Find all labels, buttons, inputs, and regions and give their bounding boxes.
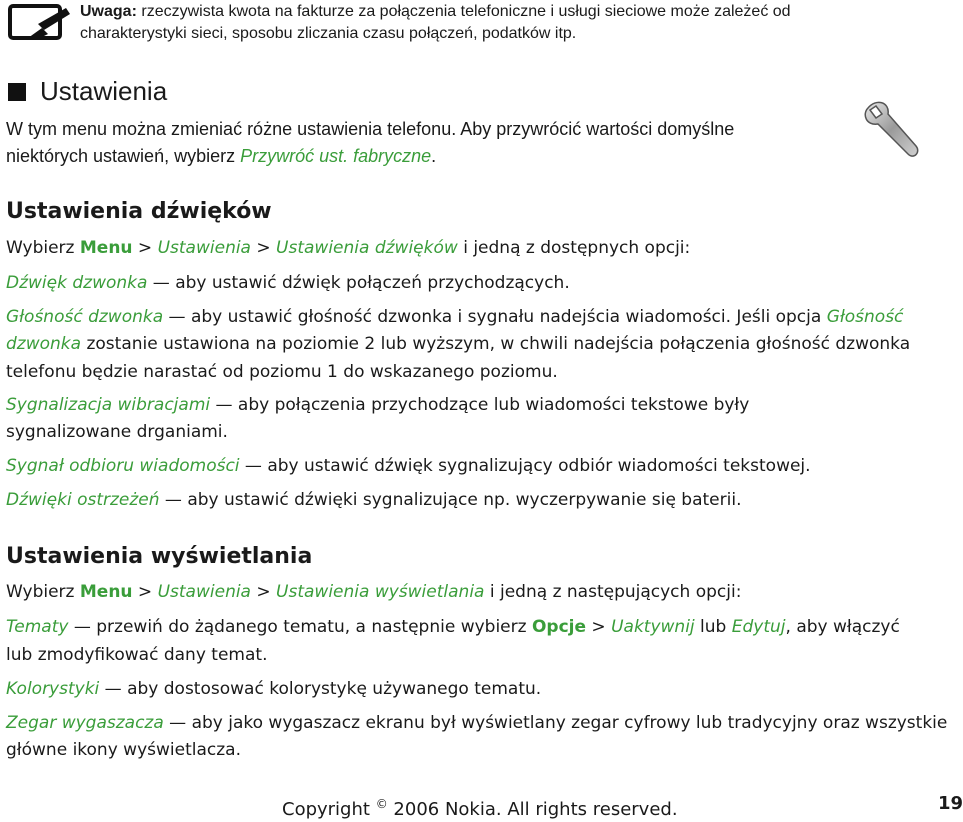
colors-term: Kolorystyki xyxy=(6,679,100,699)
menu-label: Menu xyxy=(79,582,133,602)
note-label: Uwaga: xyxy=(80,3,137,20)
themes-item-line-1 xyxy=(6,616,900,638)
note-text-1: rzeczywista kwota na fakturze za połączenia telefoniczne i usługi sieciowe może zależeć od xyxy=(141,3,791,20)
display-settings-label: Ustawienia wyświetlania xyxy=(276,582,485,602)
warning-tones-term: Dźwięki ostrzeżeń xyxy=(6,490,160,510)
or-text: lub xyxy=(694,617,732,637)
path-text: Wybierz xyxy=(6,582,80,602)
section-intro-line-2 xyxy=(6,145,436,167)
wrench-icon xyxy=(858,96,928,166)
black-square-icon xyxy=(8,83,26,101)
settings-label: Ustawienia xyxy=(157,582,251,602)
path-sep: > xyxy=(250,582,277,602)
edit-label: Edytuj xyxy=(731,617,786,637)
ringtone-item xyxy=(6,272,570,294)
copyright-symbol: © xyxy=(375,797,388,811)
page-number: 19 xyxy=(938,793,963,814)
clock-desc: — aby jako wygaszacz ekranu był wyświetlany zegar cyfrowy lub tradycyjny oraz wszystkie xyxy=(163,713,948,733)
themes-item-line-2: lub zmodyfikować dany temat. xyxy=(6,645,268,665)
msg-tone-item xyxy=(6,455,811,477)
vibra-term: Sygnalizacja wibracjami xyxy=(6,395,211,415)
clock-item-line-2: główne ikony wyświetlacza. xyxy=(6,740,241,760)
volume-term: Głośność dzwonka xyxy=(6,307,164,327)
path-sep: > xyxy=(132,238,158,258)
volume-item-line-3: telefonu będzie narastać od poziomu 1 do wskazanego poziomu. xyxy=(6,362,558,382)
themes-desc: , aby włączyć xyxy=(785,617,900,637)
section-title: Ustawienia xyxy=(40,76,168,106)
display-path xyxy=(6,581,741,603)
copyright-text: 2006 Nokia. All rights reserved. xyxy=(387,799,678,820)
clock-term: Zegar wygaszacza xyxy=(6,713,164,733)
note-hand-icon xyxy=(8,2,72,42)
settings-label: Ustawienia xyxy=(157,238,251,258)
sound-settings-heading: Ustawienia dźwięków xyxy=(6,199,272,224)
path-sep: > xyxy=(250,238,277,258)
path-text: Wybierz xyxy=(6,238,80,258)
volume-item-line-1 xyxy=(6,306,903,328)
clock-item-line-1 xyxy=(6,712,947,734)
menu-label: Menu xyxy=(79,238,133,258)
path-text: i jedną z następujących opcji: xyxy=(484,582,742,602)
volume-desc: — aby ustawić głośność dzwonka i sygnału nadejścia wiadomości. Jeśli opcja xyxy=(163,307,827,327)
intro-period: . xyxy=(431,146,437,166)
ringtone-desc: — aby ustawić dźwięk połączeń przychodzących. xyxy=(147,273,570,293)
colors-desc: — aby dostosować kolorystykę używanego tematu. xyxy=(99,679,542,699)
volume-desc: zostanie ustawiona na poziomie 2 lub wyższym, w chwili nadejścia połączenia głośność dzwonka xyxy=(81,334,911,354)
themes-desc: — przewiń do żądanego tematu, a następnie wybierz xyxy=(68,617,532,637)
sound-settings-label: Ustawienia dźwięków xyxy=(276,238,458,258)
vibra-desc: — aby połączenia przychodzące lub wiadomości tekstowe były xyxy=(210,395,750,415)
note-line-1 xyxy=(80,2,791,22)
ringtone-term: Dźwięk dzwonka xyxy=(6,273,148,293)
msg-tone-desc: — aby ustawić dźwięk sygnalizujący odbiór wiadomości tekstowej. xyxy=(239,456,811,476)
copyright-text: Copyright xyxy=(282,799,376,820)
warning-tones-desc: — aby ustawić dźwięki sygnalizujące np. wyczerpywanie się baterii. xyxy=(159,490,742,510)
volume-term-ref: dzwonka xyxy=(6,334,82,354)
footer-copyright xyxy=(282,792,678,822)
path-text: i jedną z dostępnych opcji: xyxy=(457,238,691,258)
path-sep: > xyxy=(586,617,612,637)
msg-tone-term: Sygnał odbioru wiadomości xyxy=(6,456,240,476)
volume-item-line-2 xyxy=(6,333,910,355)
note-line-2: charakterystyki sieci, sposobu zliczania czasu połączeń, podatków itp. xyxy=(80,25,577,42)
reset-defaults-link: Przywróć ust. fabryczne xyxy=(240,146,432,166)
vibra-item-line-1 xyxy=(6,394,749,416)
themes-term: Tematy xyxy=(6,617,69,637)
display-settings-heading: Ustawienia wyświetlania xyxy=(6,544,313,569)
activate-label: Uaktywnij xyxy=(611,617,695,637)
vibra-item-line-2: sygnalizowane drganiami. xyxy=(6,422,228,442)
warning-tones-item xyxy=(6,489,741,511)
section-intro-line-1: W tym menu można zmieniać różne ustawienia telefonu. Aby przywrócić wartości domyślne xyxy=(6,119,735,139)
intro-text: niektórych ustawień, wybierz xyxy=(6,146,241,166)
path-sep: > xyxy=(132,582,158,602)
options-label: Opcje xyxy=(531,617,587,637)
colors-item xyxy=(6,678,541,700)
sound-path xyxy=(6,237,690,259)
volume-term-ref: Głośność xyxy=(826,307,904,327)
